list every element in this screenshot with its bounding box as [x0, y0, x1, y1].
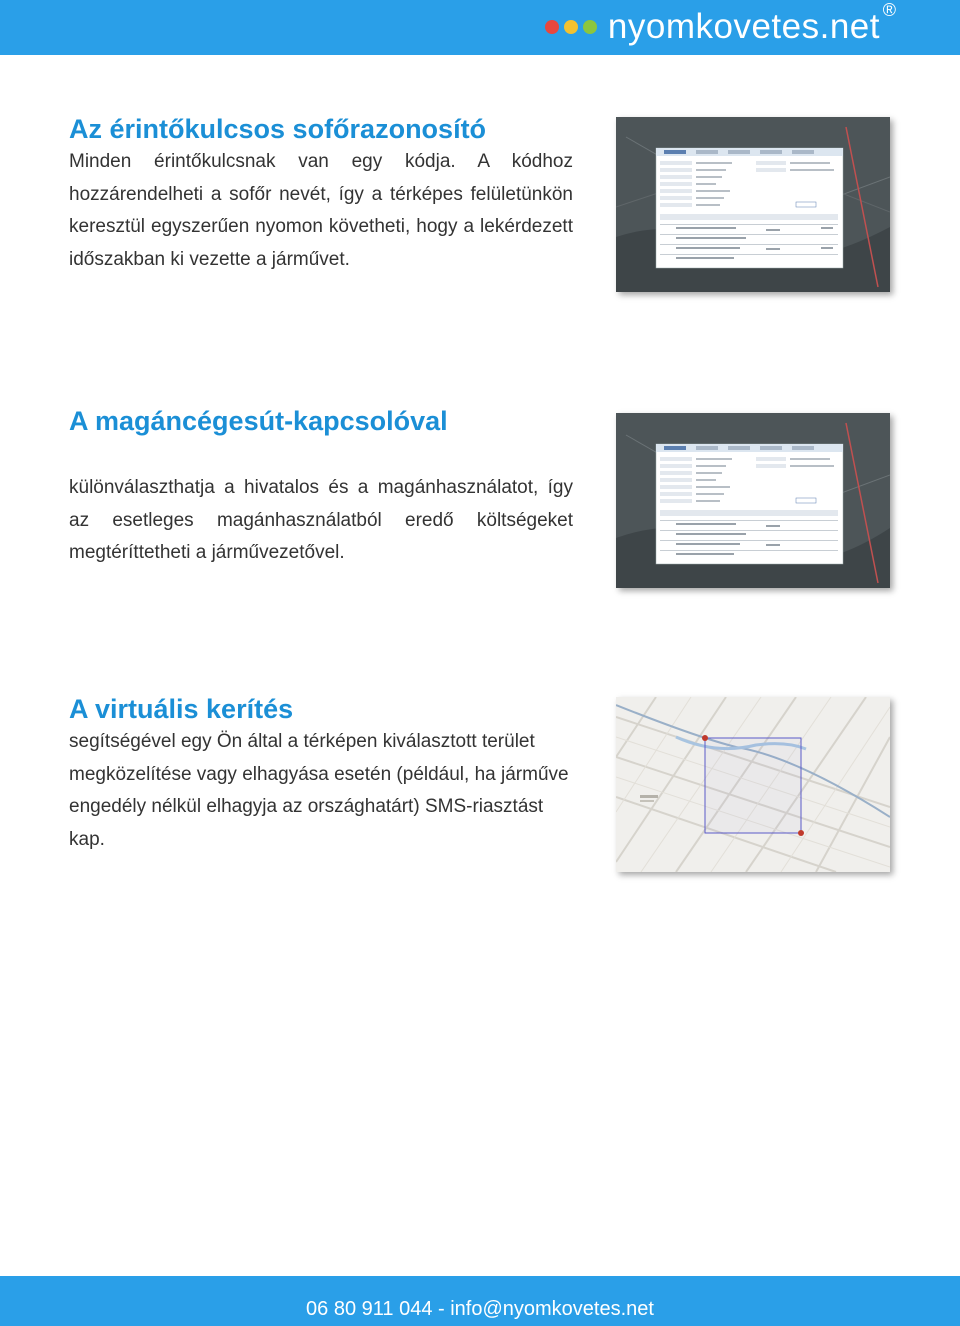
section-driver-id	[69, 112, 573, 276]
private-trip-screenshot	[616, 413, 890, 588]
section-body: segítségével egy Ön által a térképen kiválasztott terület megközelítése vagy elhagyása esetén (például, ha járműve engedély nélkül elhagyja az országhatárt) SMS-riasztást kap.	[69, 731, 569, 850]
section-heading: Az érintőkulcsos sofőrazonosító	[69, 114, 487, 144]
section-heading: A virtuális kerítés	[69, 694, 294, 724]
section-body: Minden érintőkulcsnak van egy kódja. A kódhoz hozzárendelheti a sofőr nevét, így a térképes felületünkön keresztül egyszerűen nyomon követheti, hogy a lekérdezett időszakban ki vezette a járművet.	[69, 151, 573, 270]
yellow-dot-icon	[564, 20, 578, 34]
brand-logo[interactable]	[545, 0, 896, 52]
section-geofence	[69, 692, 573, 856]
logo-text: nyomkovetes.net	[607, 7, 880, 46]
green-dot-icon	[583, 20, 597, 34]
red-dot-icon	[545, 20, 559, 34]
registered-mark: ®	[882, 0, 896, 20]
section-private-switch	[69, 404, 573, 570]
report-map-image	[616, 117, 890, 292]
report-map-image	[616, 413, 890, 588]
top-banner	[0, 0, 960, 55]
contact-info[interactable]: 06 80 911 044 - info@nyomkovetes.net	[306, 1298, 654, 1320]
geofence-map-screenshot	[616, 697, 890, 872]
geofence-map-image	[616, 697, 890, 872]
section-body: különválaszthatja a hivatalos és a magánhasználatot, így az esetleges magánhasználatból eredő költségeket megtéríttetheti a járművezetővel.	[69, 477, 573, 563]
section-heading: A magáncégesút-kapcsolóval	[69, 406, 448, 436]
tracking-report-screenshot	[616, 117, 890, 292]
